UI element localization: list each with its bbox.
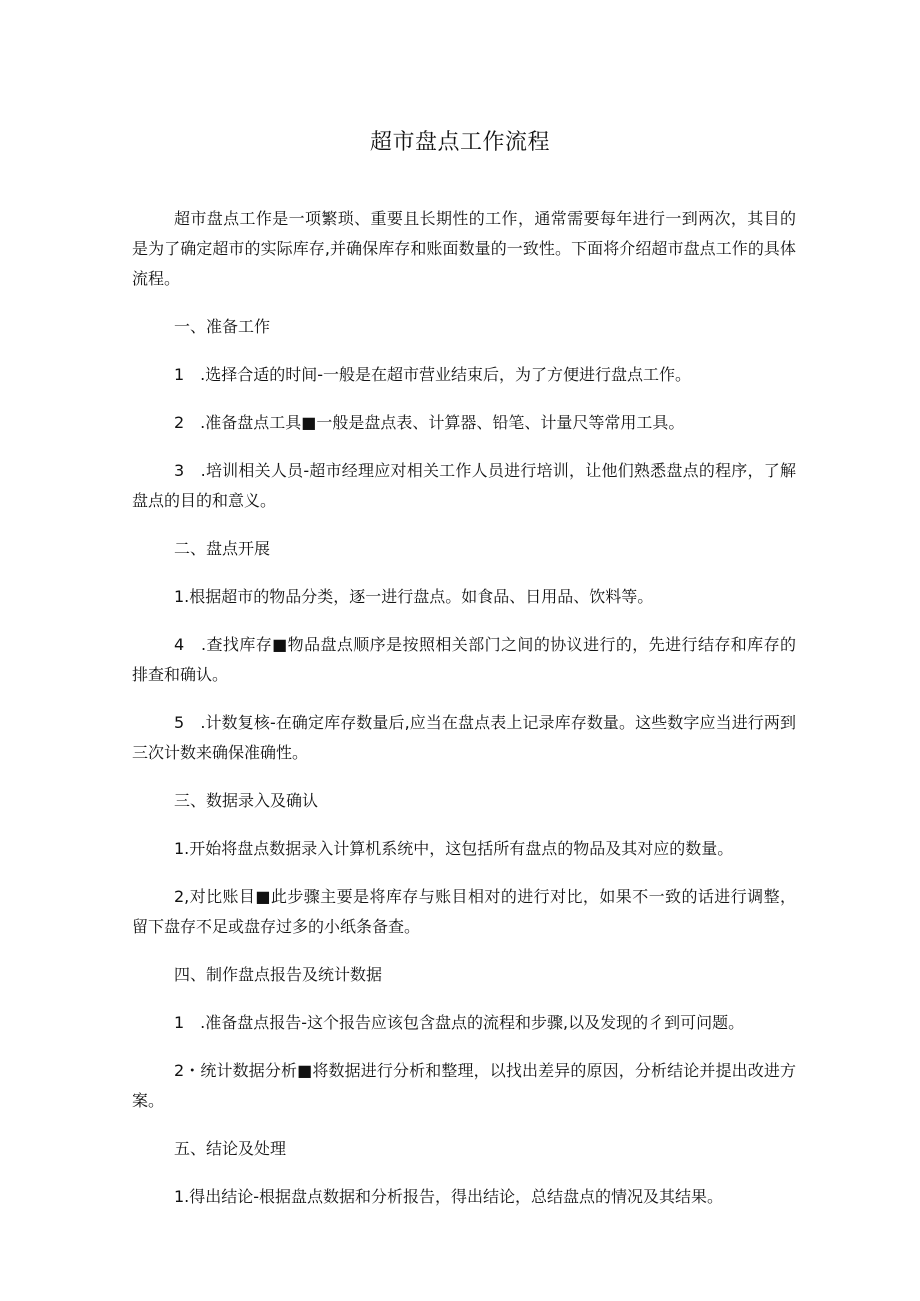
section-3-item-1: 1.开始将盘点数据录入计算机系统中，这包括所有盘点的物品及其对应的数量。 (174, 839, 734, 858)
section-heading-report: 四、制作盘点报告及统计数据 (174, 965, 383, 984)
document-title: 超市盘点工作流程 (369, 130, 550, 155)
intro-paragraph: 超市盘点工作是一项繁琐、重要且长期性的工作，通常需要每年进行一到两次，其目的是为了确定超市的实际库存,并确保库存和账面数量的一致性。下面将介绍超市盘点工作的具体流程。 (132, 209, 796, 288)
section-4-item-2: 2・统计数据分析■将数据进行分析和整理，以找出差异的原因，分析结论并提出改进方案。 (132, 1061, 796, 1110)
section-heading-conclusion: 五、结论及处理 (174, 1139, 287, 1158)
section-2-item-2: 4 .查找库存■物品盘点顺序是按照相关部门之间的协议进行的，先进行结存和库存的排查和确认。 (132, 635, 796, 684)
section-2-item-1: 1.根据超市的物品分类，逐一进行盘点。如食品、日用品、饮料等。 (174, 587, 654, 606)
section-3-item-2: 2,对比账目■此步骤主要是将库存与账目相对的进行对比，如果不一致的话进行调整，留下盘存不足或盘存过多的小纸条备查。 (132, 887, 796, 936)
section-1-item-3: 3 .培训相关人员-超市经理应对相关工作人员进行培训，让他们熟悉盘点的程序，了解盘点的目的和意义。 (132, 461, 796, 510)
section-4-item-1: 1 .准备盘点报告-这个报告应该包含盘点的流程和步骤,以及发现的彳到可问题。 (174, 1013, 745, 1032)
document-body (132, 204, 796, 1230)
section-heading-data-entry: 三、数据录入及确认 (174, 791, 319, 810)
section-1-item-1: 1 .选择合适的时间-一般是在超市营业结束后，为了方便进行盘点工作。 (174, 365, 692, 384)
section-heading-counting: 二、盘点开展 (174, 539, 271, 558)
section-1-item-2: 2 .准备盘点工具■一般是盘点表、计算器、铅笔、计量尺等常用工具。 (174, 413, 685, 432)
section-5-item-1: 1.得出结论-根据盘点数据和分析报告，得出结论，总结盘点的情况及其结果。 (174, 1187, 724, 1206)
section-heading-preparation: 一、准备工作 (174, 317, 271, 336)
section-2-item-3: 5 .计数复核-在确定库存数量后,应当在盘点表上记录库存数量。这些数字应当进行两到三次计数来确保准确性。 (132, 713, 796, 762)
